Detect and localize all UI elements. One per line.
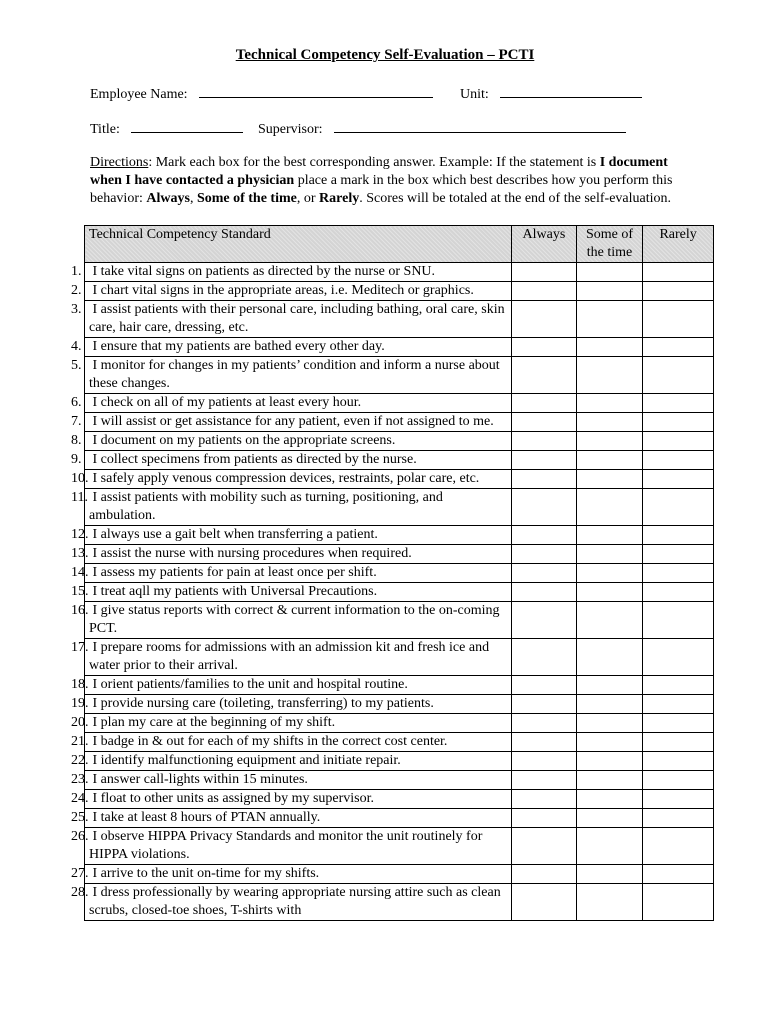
standard-cell — [71, 865, 512, 884]
answer-box-some-of-the-time[interactable] — [576, 263, 643, 282]
answer-box-some-of-the-time[interactable] — [576, 695, 643, 714]
item-text: I assist patients with their personal care, including bathing, oral care, skin care, hair care, dressing, etc. — [89, 302, 505, 335]
standard-cell — [71, 263, 512, 282]
item-text: I plan my care at the beginning of my shift. — [92, 715, 336, 730]
table-row — [85, 432, 714, 451]
table-row — [85, 583, 714, 602]
standard-cell — [71, 338, 512, 357]
standard-cell — [71, 470, 512, 489]
item-text: I ensure that my patients are bathed every other day. — [92, 339, 385, 354]
item-number: 10. — [71, 471, 89, 486]
answer-box-always[interactable] — [512, 714, 577, 733]
page-title: Technical Competency Self-Evaluation – PCTI — [235, 47, 535, 63]
header-always: Always — [512, 226, 577, 263]
standard-cell — [71, 809, 512, 828]
item-text: I observe HIPPA Privacy Standards and monitor the unit routinely for HIPPA violations. — [89, 829, 483, 862]
standard-cell — [71, 639, 512, 676]
answer-box-rarely[interactable] — [643, 526, 714, 545]
answer-box-rarely[interactable] — [643, 432, 714, 451]
directions-text: : Mark each box for the best corresponding answer. Example: If the statement is — [148, 155, 600, 170]
answer-box-rarely[interactable] — [643, 357, 714, 394]
answer-box-some-of-the-time[interactable] — [576, 733, 643, 752]
item-number: 7. — [71, 414, 82, 429]
table-row — [85, 413, 714, 432]
answer-box-rarely[interactable] — [643, 489, 714, 526]
standard-cell — [71, 602, 512, 639]
answer-box-always[interactable] — [512, 394, 577, 413]
standard-cell — [71, 583, 512, 602]
answer-box-rarely[interactable] — [643, 451, 714, 470]
table-row — [85, 282, 714, 301]
title-field[interactable] — [131, 120, 243, 133]
directions-label: Directions — [90, 155, 149, 170]
item-number: 19. — [71, 696, 89, 711]
item-text: I badge in & out for each of my shifts in the correct cost center. — [92, 734, 448, 749]
item-number: 22. — [71, 753, 89, 768]
answer-box-some-of-the-time[interactable] — [576, 394, 643, 413]
item-text: I identify malfunctioning equipment and initiate repair. — [92, 753, 401, 768]
item-text: I monitor for changes in my patients’ condition and inform a nurse about these changes. — [89, 358, 500, 391]
answer-box-some-of-the-time[interactable] — [576, 752, 643, 771]
item-number: 28. — [71, 885, 89, 900]
standard-cell — [71, 301, 512, 338]
item-number: 12. — [71, 527, 89, 542]
standard-cell — [71, 432, 512, 451]
item-number: 6. — [71, 395, 82, 410]
standard-cell — [71, 526, 512, 545]
table-row — [85, 884, 714, 921]
answer-box-rarely[interactable] — [643, 828, 714, 865]
item-text: I check on all of my patients at least every hour. — [92, 395, 362, 410]
standard-cell — [71, 752, 512, 771]
answer-box-rarely[interactable] — [643, 733, 714, 752]
answer-box-some-of-the-time[interactable] — [576, 432, 643, 451]
answer-box-some-of-the-time[interactable] — [576, 564, 643, 583]
employee-name-row — [90, 85, 433, 103]
answer-box-some-of-the-time[interactable] — [576, 545, 643, 564]
item-text: I treat aqll my patients with Universal Precautions. — [92, 584, 378, 599]
answer-box-some-of-the-time[interactable] — [576, 282, 643, 301]
table-row — [85, 470, 714, 489]
directions-some: Some of the time — [196, 191, 297, 206]
answer-box-always[interactable] — [512, 695, 577, 714]
item-number: 17. — [71, 640, 89, 655]
item-number: 27. — [71, 866, 89, 881]
item-text: I take at least 8 hours of PTAN annually. — [92, 810, 321, 825]
standard-cell — [71, 676, 512, 695]
answer-box-rarely[interactable] — [643, 714, 714, 733]
employee-name-label: Employee Name: — [90, 87, 188, 102]
item-text: I assist patients with mobility such as turning, positioning, and ambulation. — [89, 490, 443, 523]
directions-example: I document when I have contacted a physician — [90, 155, 668, 188]
answer-box-rarely[interactable] — [643, 470, 714, 489]
unit-field[interactable] — [500, 85, 642, 98]
item-number: 26. — [71, 829, 89, 844]
item-number: 1. — [71, 264, 82, 279]
item-number: 20. — [71, 715, 89, 730]
table-row — [85, 695, 714, 714]
item-number: 16. — [71, 603, 89, 618]
answer-box-always[interactable] — [512, 790, 577, 809]
item-text: I provide nursing care (toileting, transferring) to my patients. — [92, 696, 434, 711]
standard-cell — [71, 564, 512, 583]
standard-cell — [71, 282, 512, 301]
title-label: Title: — [90, 122, 120, 137]
table-row — [85, 714, 714, 733]
answer-box-rarely[interactable] — [643, 865, 714, 884]
directions-text: . Scores will be totaled at the end of the self-evaluation. — [359, 191, 672, 206]
answer-box-some-of-the-time[interactable] — [576, 828, 643, 865]
answer-box-always[interactable] — [512, 413, 577, 432]
table-row — [85, 639, 714, 676]
table-row — [85, 526, 714, 545]
unit-label: Unit: — [460, 87, 489, 102]
answer-box-always[interactable] — [512, 357, 577, 394]
competency-table — [71, 225, 714, 921]
item-number: 2. — [71, 283, 82, 298]
answer-box-rarely[interactable] — [643, 771, 714, 790]
item-text: I orient patients/families to the unit and hospital routine. — [92, 677, 408, 692]
answer-box-some-of-the-time[interactable] — [576, 451, 643, 470]
title-row — [90, 120, 243, 138]
item-number: 4. — [71, 339, 82, 354]
item-number: 3. — [71, 302, 82, 317]
answer-box-rarely[interactable] — [643, 639, 714, 676]
supervisor-row — [258, 120, 626, 138]
answer-box-some-of-the-time[interactable] — [576, 771, 643, 790]
answer-box-rarely[interactable] — [643, 676, 714, 695]
answer-box-always[interactable] — [512, 639, 577, 676]
answer-box-rarely[interactable] — [643, 695, 714, 714]
answer-box-rarely[interactable] — [643, 602, 714, 639]
answer-box-always[interactable] — [512, 752, 577, 771]
item-text: I arrive to the unit on-time for my shifts. — [92, 866, 320, 881]
table-row — [85, 865, 714, 884]
item-number: 8. — [71, 433, 82, 448]
standard-cell — [71, 771, 512, 790]
item-number: 13. — [71, 546, 89, 561]
answer-box-rarely[interactable] — [643, 564, 714, 583]
answer-box-always[interactable] — [512, 564, 577, 583]
table-row — [85, 451, 714, 470]
directions-text: , or — [296, 191, 320, 206]
item-text: I chart vital signs in the appropriate areas, i.e. Meditech or graphics. — [92, 283, 474, 298]
item-number: 24. — [71, 791, 89, 806]
answer-box-some-of-the-time[interactable] — [576, 639, 643, 676]
item-text: I give status reports with correct & current information to the on-coming PCT. — [89, 603, 500, 636]
table-row — [85, 263, 714, 282]
standard-cell — [71, 790, 512, 809]
table-row — [85, 545, 714, 564]
answer-box-always[interactable] — [512, 733, 577, 752]
table-row — [85, 301, 714, 338]
item-number: 14. — [71, 565, 89, 580]
table-row — [85, 602, 714, 639]
supervisor-field[interactable] — [334, 120, 626, 133]
answer-box-always[interactable] — [512, 263, 577, 282]
answer-box-always[interactable] — [512, 470, 577, 489]
item-number: 5. — [71, 358, 82, 373]
table-row — [85, 394, 714, 413]
answer-box-always[interactable] — [512, 545, 577, 564]
answer-box-rarely[interactable] — [643, 752, 714, 771]
answer-box-rarely[interactable] — [643, 394, 714, 413]
answer-box-some-of-the-time[interactable] — [576, 301, 643, 338]
item-text: I assist the nurse with nursing procedures when required. — [92, 546, 412, 561]
item-text: I always use a gait belt when transferring a patient. — [92, 527, 378, 542]
answer-box-always[interactable] — [512, 526, 577, 545]
item-number: 9. — [71, 452, 82, 467]
answer-box-rarely[interactable] — [643, 338, 714, 357]
directions-rarely: Rarely — [319, 191, 360, 206]
table-row — [85, 771, 714, 790]
table-row — [85, 828, 714, 865]
answer-box-some-of-the-time[interactable] — [576, 676, 643, 695]
standard-cell — [71, 394, 512, 413]
answer-box-some-of-the-time[interactable] — [576, 470, 643, 489]
answer-box-some-of-the-time[interactable] — [576, 884, 643, 921]
item-number: 25. — [71, 810, 89, 825]
directions-always: Always — [146, 191, 190, 206]
item-text: I will assist or get assistance for any patient, even if not assigned to me. — [92, 414, 494, 429]
answer-box-rarely[interactable] — [643, 790, 714, 809]
answer-box-always[interactable] — [512, 771, 577, 790]
table-row — [85, 790, 714, 809]
answer-box-rarely[interactable] — [643, 301, 714, 338]
item-text: I float to other units as assigned by my supervisor. — [92, 791, 375, 806]
item-text: I document on my patients on the appropriate screens. — [92, 433, 396, 448]
standard-cell — [71, 828, 512, 865]
standard-cell — [71, 451, 512, 470]
directions-text: place a mark in the box which best describes how you perform this behavior: — [90, 173, 673, 206]
answer-box-rarely[interactable] — [643, 263, 714, 282]
answer-box-rarely[interactable] — [643, 884, 714, 921]
item-number: 15. — [71, 584, 89, 599]
answer-box-rarely[interactable] — [643, 809, 714, 828]
answer-box-some-of-the-time[interactable] — [576, 714, 643, 733]
table-row — [85, 564, 714, 583]
standard-cell — [71, 413, 512, 432]
unit-row — [460, 85, 642, 103]
header-rarely: Rarely — [643, 226, 714, 263]
standard-cell — [71, 884, 512, 921]
item-number: 18. — [71, 677, 89, 692]
item-number: 23. — [71, 772, 89, 787]
answer-box-always[interactable] — [512, 489, 577, 526]
answer-box-some-of-the-time[interactable] — [576, 338, 643, 357]
standard-cell — [71, 545, 512, 564]
answer-box-some-of-the-time[interactable] — [576, 602, 643, 639]
answer-box-rarely[interactable] — [643, 282, 714, 301]
answer-box-always[interactable] — [512, 338, 577, 357]
standard-cell — [71, 489, 512, 526]
standard-cell — [71, 695, 512, 714]
answer-box-always[interactable] — [512, 884, 577, 921]
answer-box-rarely[interactable] — [643, 413, 714, 432]
answer-box-always[interactable] — [512, 676, 577, 695]
answer-box-some-of-the-time[interactable] — [576, 583, 643, 602]
item-text: I assess my patients for pain at least once per shift. — [92, 565, 377, 580]
answer-box-rarely[interactable] — [643, 545, 714, 564]
table-row — [85, 357, 714, 394]
answer-box-some-of-the-time[interactable] — [576, 357, 643, 394]
header-standard: Technical Competency Standard — [85, 226, 512, 263]
standard-cell — [71, 714, 512, 733]
item-text: I take vital signs on patients as directed by the nurse or SNU. — [92, 264, 436, 279]
item-text: I collect specimens from patients as directed by the nurse. — [92, 452, 417, 467]
table-header-row — [85, 226, 714, 263]
header-some-of-the-time: Some of the time — [576, 226, 643, 263]
item-text: I answer call-lights within 15 minutes. — [92, 772, 308, 787]
item-number: 21. — [71, 734, 89, 749]
item-text: I safely apply venous compression devices, restraints, polar care, etc. — [92, 471, 480, 486]
table-row — [85, 809, 714, 828]
answer-box-always[interactable] — [512, 583, 577, 602]
answer-box-always[interactable] — [512, 809, 577, 828]
item-number: 11. — [71, 490, 88, 505]
directions-paragraph — [90, 154, 690, 208]
answer-box-always[interactable] — [512, 432, 577, 451]
answer-box-some-of-the-time[interactable] — [576, 489, 643, 526]
answer-box-some-of-the-time[interactable] — [576, 790, 643, 809]
answer-box-some-of-the-time[interactable] — [576, 413, 643, 432]
answer-box-some-of-the-time[interactable] — [576, 809, 643, 828]
supervisor-label: Supervisor: — [258, 122, 323, 137]
answer-box-always[interactable] — [512, 451, 577, 470]
answer-box-some-of-the-time[interactable] — [576, 526, 643, 545]
answer-box-always[interactable] — [512, 865, 577, 884]
directions-text: , — [189, 191, 197, 206]
standard-cell — [71, 357, 512, 394]
answer-box-some-of-the-time[interactable] — [576, 865, 643, 884]
answer-box-always[interactable] — [512, 301, 577, 338]
employee-name-field[interactable] — [199, 85, 433, 98]
table-row — [85, 338, 714, 357]
item-text: I prepare rooms for admissions with an admission kit and fresh ice and water prior to their arrival. — [89, 640, 490, 673]
answer-box-always[interactable] — [512, 602, 577, 639]
answer-box-always[interactable] — [512, 828, 577, 865]
answer-box-always[interactable] — [512, 282, 577, 301]
answer-box-rarely[interactable] — [643, 583, 714, 602]
table-row — [85, 676, 714, 695]
table-row — [85, 489, 714, 526]
standard-cell — [71, 733, 512, 752]
item-text: I dress professionally by wearing appropriate nursing attire such as clean scrubs, closed-toe shoes, T-shirts with — [89, 885, 501, 918]
table-row — [85, 733, 714, 752]
table-row — [85, 752, 714, 771]
